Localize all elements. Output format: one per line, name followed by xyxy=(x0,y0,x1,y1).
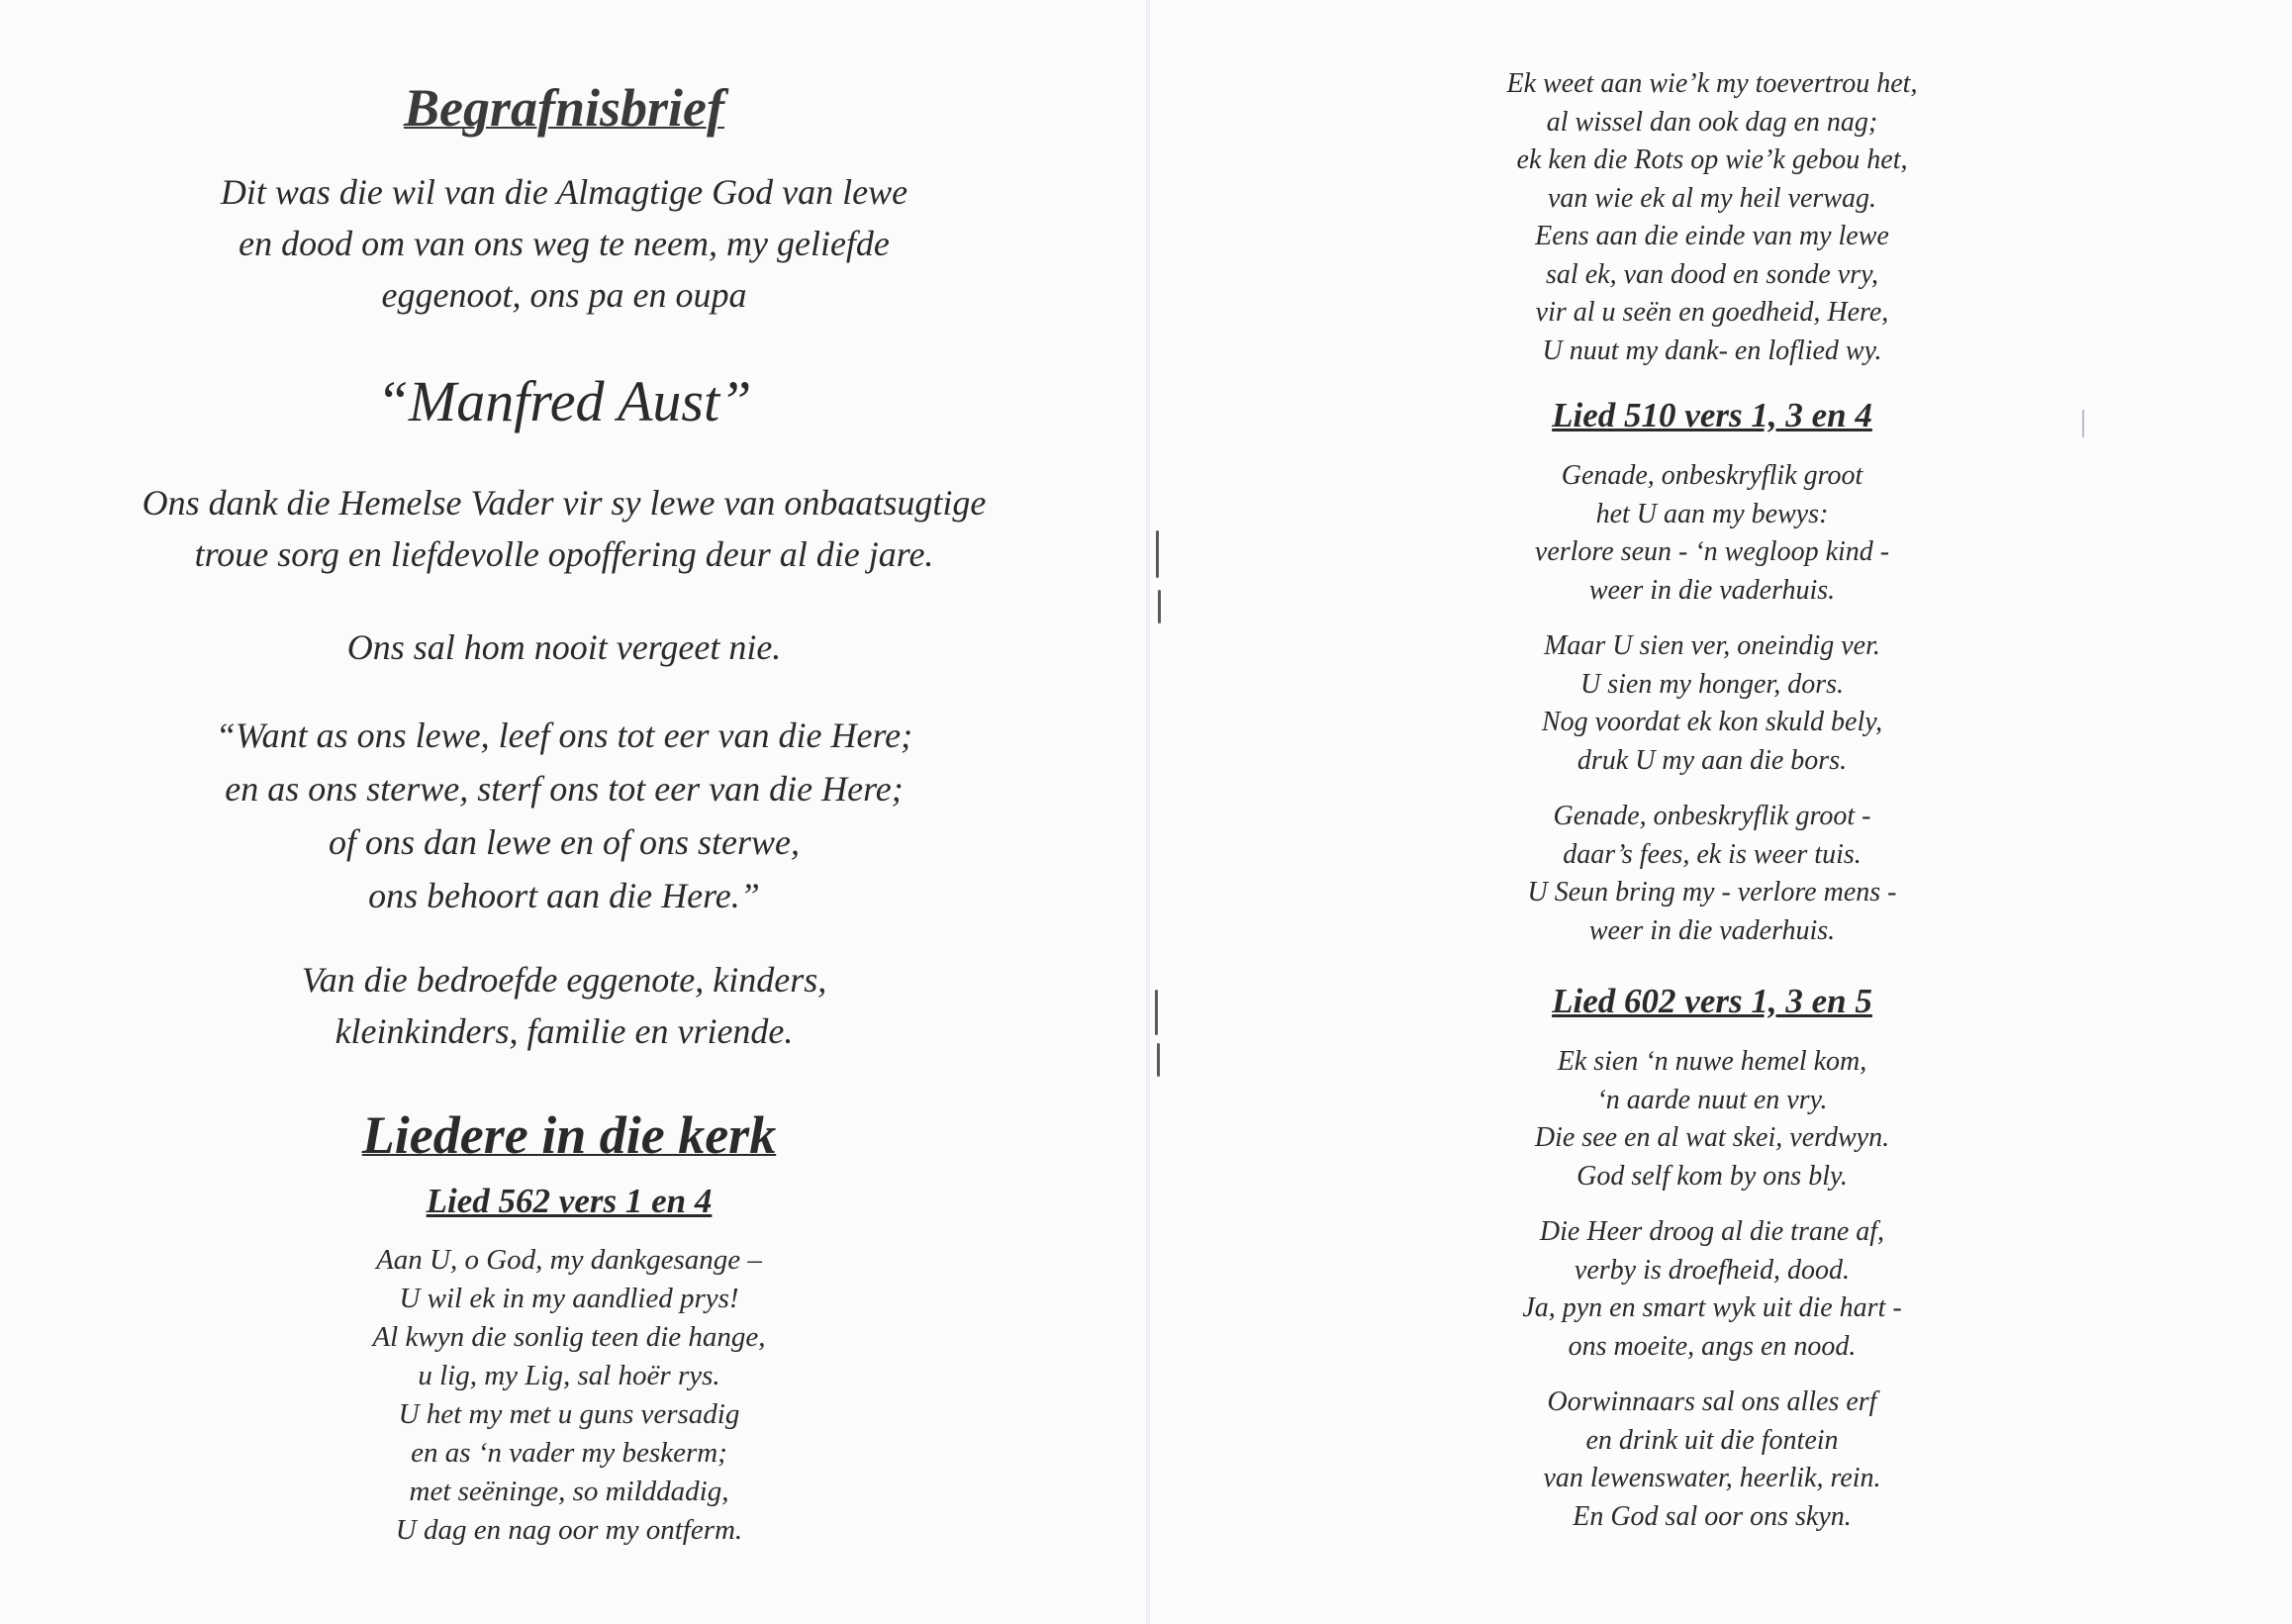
lyric-line: Die Heer droog al die trane af, xyxy=(1539,1216,1885,1247)
song-510-stanza-1 xyxy=(1148,457,2276,610)
songs-heading: Liedere in die kerk xyxy=(361,1105,777,1165)
song-602-title: Lied 602 vers 1, 3 en 5 xyxy=(1552,982,1872,1020)
lyric-line: U nuut my dank- en loflied wy. xyxy=(1542,334,1882,366)
verse-line: en as ons sterwe, sterf ons tot eer van die Here; xyxy=(225,769,904,809)
lyric-line: Die see en al wat skei, verdwyn. xyxy=(1534,1122,1890,1153)
lyric-line: En God sal oor ons skyn. xyxy=(1573,1500,1852,1532)
verse-line: of ons dan lewe en of ons sterwe, xyxy=(329,822,800,862)
thanks-line: Ons dank die Hemelse Vader vir sy lewe van onbaatsugtige xyxy=(142,483,987,523)
lyric-line: weer in die vaderhuis. xyxy=(1588,574,1836,606)
song-602-stanza-2 xyxy=(1148,1213,2276,1366)
lyric-line: al wissel dan ook dag en nag; xyxy=(1546,106,1878,138)
scripture-verse xyxy=(0,709,1128,922)
lyric-line: U Seun bring my - verlore mens - xyxy=(1527,877,1897,908)
letter-title: Begrafnisbrief xyxy=(404,78,724,138)
lyric-line: vir al u seën en goedheid, Here, xyxy=(1535,297,1889,328)
lyric-line: druk U my aan die bors. xyxy=(1576,744,1848,776)
song-510-title: Lied 510 vers 1, 3 en 4 xyxy=(1552,396,1872,434)
lyric-line: U wil ek in my aandlied prys! xyxy=(399,1283,739,1314)
intro-line: Dit was die wil van die Almagtige God van lewe xyxy=(220,172,908,212)
lyric-line: Aan U, o God, my dankgesange – xyxy=(376,1244,762,1276)
song-602-stanza-1 xyxy=(1148,1043,2276,1195)
never-forget-line: Ons sal hom nooit vergeet nie. xyxy=(346,627,782,667)
lyric-line: Genade, onbeskryflik groot xyxy=(1561,460,1863,491)
lyric-line: Al kwyn die sonlig teen die hange, xyxy=(372,1321,766,1353)
lyric-line: Ek sien ‘n nuwe hemel kom, xyxy=(1557,1046,1867,1077)
lyric-line: U sien my honger, dors. xyxy=(1580,668,1844,700)
intro-line: en dood om van ons weg te neem, my geliefde xyxy=(239,224,890,263)
deceased-name: “Manfred Aust” xyxy=(376,369,752,433)
from-line: Van die bedroefde eggenote, kinders, xyxy=(301,960,827,1000)
lyric-line: Ek weet aan wie’k my toevertrou het, xyxy=(1506,68,1918,99)
lyric-line: Nog voordat ek kon skuld bely, xyxy=(1541,707,1883,737)
lyric-line: het U aan my bewys: xyxy=(1595,498,1829,529)
lyric-line: Eens aan die einde van my lewe xyxy=(1535,221,1889,251)
lyric-line: Maar U sien ver, oneindig ver. xyxy=(1544,630,1880,661)
song-602-stanza-3 xyxy=(1148,1384,2276,1536)
song-510-stanza-2 xyxy=(1148,627,2276,780)
lyric-line: verlore seun - ‘n wegloop kind - xyxy=(1534,536,1890,567)
thanks-line: troue sorg en liefdevolle opoffering deur al die jare. xyxy=(194,534,934,574)
lyric-line: ons moeite, angs en nood. xyxy=(1568,1330,1857,1362)
lyric-line: u lig, my Lig, sal hoër rys. xyxy=(418,1360,720,1391)
lyric-line: Genade, onbeskryflik groot - xyxy=(1553,801,1871,831)
song-562-lyrics xyxy=(0,1241,1138,1550)
lyric-line: sal ek, van dood en sonde vry, xyxy=(1546,258,1878,290)
thanks-paragraph xyxy=(0,477,1128,580)
verse-line: “Want as ons lewe, leef ons tot eer van die Here; xyxy=(215,716,913,755)
trust-hymn xyxy=(1148,65,2276,370)
lyric-line: ek ken die Rots op wie’k gebou het, xyxy=(1516,144,1908,175)
lyric-line: verby is droefheid, dood. xyxy=(1574,1254,1851,1286)
intro-line: eggenoot, ons pa en oupa xyxy=(381,275,747,315)
lyric-line: U dag en nag oor my ontferm. xyxy=(395,1514,743,1546)
lyric-line: van lewenswater, heerlik, rein. xyxy=(1543,1463,1881,1493)
verse-line: ons behoort aan die Here.” xyxy=(368,876,760,915)
lyric-line: van wie ek al my heil verwag. xyxy=(1547,182,1876,214)
lyric-line: en drink uit die fontein xyxy=(1585,1424,1839,1456)
lyric-line: God self kom by ons bly. xyxy=(1576,1160,1848,1192)
intro-paragraph xyxy=(0,166,1128,321)
lyric-line: Oorwinnaars sal ons alles erf xyxy=(1547,1386,1877,1417)
lyric-line: met seëninge, so milddadig, xyxy=(409,1476,729,1507)
song-562-title: Lied 562 vers 1 en 4 xyxy=(426,1182,713,1220)
lyric-line: ‘n aarde nuut en vry. xyxy=(1596,1084,1828,1115)
lyric-line: daar’s fees, ek is weer tuis. xyxy=(1563,838,1862,870)
lyric-line: weer in die vaderhuis. xyxy=(1588,914,1836,946)
lyric-line: U het my met u guns versadig xyxy=(398,1398,740,1430)
lyric-line: Ja, pyn en smart wyk uit die hart - xyxy=(1522,1292,1902,1323)
from-line: kleinkinders, familie en vriende. xyxy=(334,1011,794,1051)
lyric-line: en as ‘n vader my beskerm; xyxy=(411,1437,727,1469)
from-family xyxy=(0,954,1128,1057)
song-510-stanza-3 xyxy=(1148,798,2276,950)
